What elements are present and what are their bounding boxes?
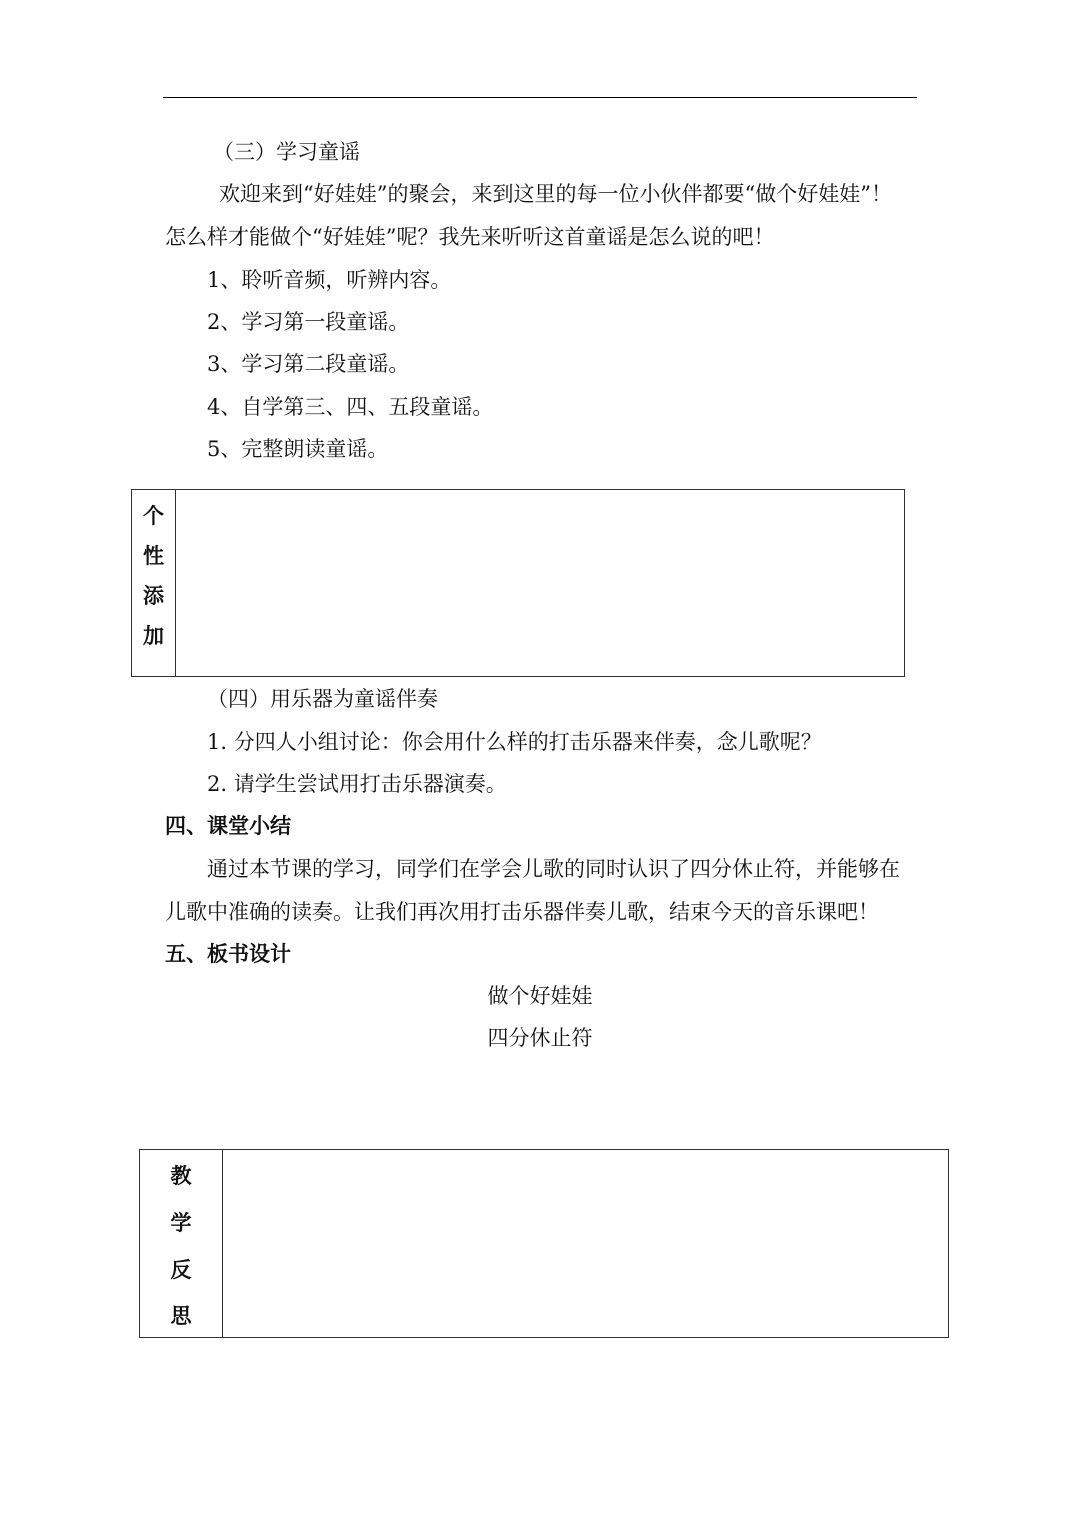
teaching-reflection-label: [140, 1150, 223, 1337]
section3-intro-line1: 欢迎来到“好娃娃”的聚会，来到这里的每一位小伙伴都要“做个好娃娃”！: [219, 182, 892, 206]
personal-addition-content[interactable]: [176, 490, 904, 676]
teaching-reflection-content[interactable]: [223, 1150, 948, 1337]
step-item: 4、自学第三、四、五段童谣。: [207, 395, 494, 419]
personal-addition-box: [131, 489, 905, 677]
label-char: 个: [143, 503, 164, 528]
section4-heading: （四）用乐器为童谣伴奏: [207, 687, 438, 711]
personal-addition-label: [132, 490, 176, 676]
summary-heading: 四、课堂小结: [165, 813, 291, 838]
board-line1: 做个好娃娃: [487, 984, 593, 1008]
summary-line1: 通过本节课的学习，同学们在学会儿歌的同时认识了四分休止符，并能够在: [207, 857, 900, 881]
label-char: 添: [143, 583, 164, 608]
label-char: 学: [170, 1210, 192, 1235]
label-char: 加: [143, 623, 164, 648]
step-item: 5、完整朗读童谣。: [207, 437, 389, 461]
header-rule: [163, 97, 917, 98]
discussion-item: 1. 分四人小组讨论：你会用什么样的打击乐器来伴奏，念儿歌呢？: [207, 730, 822, 754]
step-item: 1、聆听音频，听辨内容。: [207, 268, 452, 292]
step-item: 3、学习第二段童谣。: [207, 352, 410, 376]
section3-intro-line2: 怎么样才能做个“好娃娃”呢？我先来听听这首童谣是怎么说的吧！: [165, 225, 775, 249]
teaching-reflection-box: [139, 1149, 949, 1338]
step-item: 2、学习第一段童谣。: [207, 310, 410, 334]
discussion-item: 2. 请学生尝试用打击乐器演奏。: [207, 772, 507, 796]
section3-heading: （三）学习童谣: [213, 140, 360, 164]
board-line2: 四分休止符: [487, 1026, 593, 1050]
summary-line2: 儿歌中准确的读奏。让我们再次用打击乐器伴奏儿歌，结束今天的音乐课吧！: [165, 900, 879, 924]
label-char: 性: [143, 543, 164, 568]
label-char: 思: [170, 1303, 192, 1328]
label-char: 教: [170, 1163, 192, 1188]
board-heading: 五、板书设计: [165, 941, 291, 966]
label-char: 反: [170, 1257, 192, 1282]
